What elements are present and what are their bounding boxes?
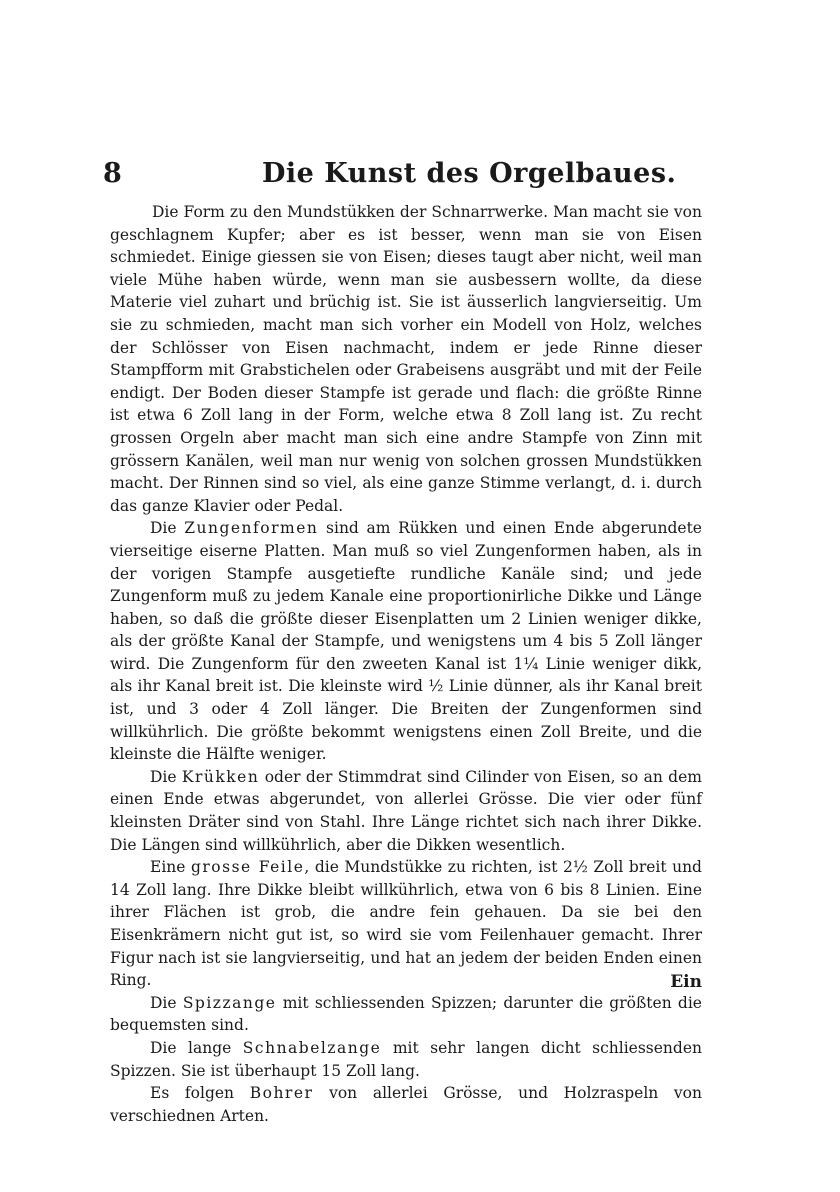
paragraph-text: , die Mundstükke zu richten, ist 2½ Zoll breit und 14 Zoll lang. Ihre Dikke bleibt willkührlich, etwa von 6 bis 8 Linien. Eine ihrer Flächen ist grob, die andre fein gehauen. Da sie bei den Eisenkrämern nicht gut ist, so wird sie vom Feilenhauer gemacht. Ihrer Figur nach ist sie langvierseitig, und hat an jedem der beiden Enden einen Ring. bbox=[110, 858, 702, 990]
paragraph-mundstueck-form bbox=[110, 201, 702, 517]
paragraph-term: Schnabelzange bbox=[242, 1038, 382, 1057]
page-number: 8 bbox=[103, 158, 122, 189]
paragraph-term: grosse Feile bbox=[190, 858, 305, 877]
paragraph-term: Spizzange bbox=[182, 993, 277, 1012]
paragraph-text: Die Form zu den Mundstükken der Schnarrwerke. Man macht sie von geschlagnem Kupfer; aber es ist besser, wenn man sie von Eisen schmiedet. Einige giessen sie von Eisen; dieses taugt aber nicht, weil man viele Mühe haben würde, wenn man sie ausbessern wollte, da diese Materie viel zuhart und brüchig ist. Sie ist äusserlich langvierseitig. Um sie zu schmieden, macht man sich vorher ein Modell von Holz, welches der Schlösser von Eisen nachmacht, indem er jede Rinne dieser Stampfform mit Grabstichelen oder Grabeisens ausgräbt und mit der Feile endigt. Der Boden dieser Stampfe ist gerade und flach: die größte Rinne ist etwa 6 Zoll lang in der Form, welche etwa 8 Zoll lang ist. Zu recht grossen Orgeln aber macht man sich eine andre Stampfe von Zinn mit grössern Kanälen, weil man nur wenig von solchen grossen Mundstükken macht. Der Rinnen sind so viel, als eine ganze Stimme verlangt, d. i. durch das ganze Klavier oder Pedal. bbox=[110, 203, 702, 515]
paragraph-text: sind am Rükken und einen Ende abgerundete vierseitige eiserne Platten. Man muß so viel Zungenformen haben, als in der vorigen Stampfe ausgetiefte rundliche Kanäle sind; und jede Zungenform muß zu jedem Kanale eine proportionirliche Dikke und Länge haben, so daß die größte dieser Eisenplatten um 2 Linien weniger dikke, als der größte Kanal der Stampfe, und wenigstens um 4 bis 5 Zoll länger wird. Die Zungenform für den zweeten Kanal ist 1¼ Linie weniger dikk, als ihr Kanal breit ist. Die kleinste wird ½ Linie dünner, als ihr Kanal breit ist, und 3 oder 4 Zoll länger. Die Breiten der Zungenformen sind willkührlich. Die größte bekommt wenigstens einen Zoll Breite, und die kleinste die Hälfte weniger. bbox=[110, 519, 702, 764]
catchword: Ein bbox=[670, 972, 702, 992]
paragraph-schnabelzange bbox=[110, 1037, 702, 1082]
text-body bbox=[110, 201, 702, 1127]
paragraph-spizzange bbox=[110, 992, 702, 1037]
paragraph-bohrer bbox=[110, 1082, 702, 1127]
paragraph-zungenformen bbox=[110, 517, 702, 766]
paragraph-term: Krükken bbox=[181, 767, 260, 786]
paragraph-lead: Die bbox=[150, 519, 177, 538]
running-title: Die Kunst des Orgelbaues. bbox=[262, 158, 677, 189]
paragraph-lead: Es folgen bbox=[150, 1084, 235, 1103]
paragraph-term: Zungenformen bbox=[184, 519, 319, 538]
paragraph-text: mit schliessenden Spizzen; darunter die größten die bequemsten sind. bbox=[110, 993, 702, 1035]
paragraph-grosse-feile bbox=[110, 856, 702, 992]
paragraph-lead: Die bbox=[150, 993, 177, 1012]
paragraph-term: Bohrer bbox=[249, 1084, 314, 1103]
paragraph-text: von allerlei Grösse, und Holzraspeln von verschiednen Arten. bbox=[110, 1084, 702, 1125]
paragraph-text: mit sehr langen dicht schliessenden Spizzen. Sie ist überhaupt 15 Zoll lang. bbox=[110, 1038, 702, 1080]
paragraph-lead: Eine bbox=[150, 858, 186, 877]
paragraph-lead: Die bbox=[150, 767, 177, 786]
paragraph-lead: Die lange bbox=[150, 1038, 232, 1057]
paragraph-kruekken bbox=[110, 766, 702, 856]
paragraph-text: oder der Stimmdrat sind Cilinder von Eisen, so an dem einen Ende etwas abgerundet, von allerlei Grösse. Die vier oder fünf kleinsten Dräter sind von Stahl. Ihre Länge richtet sich nach ihrer Dikke. Die Längen sind willkührlich, aber die Dikken wesentlich. bbox=[110, 767, 702, 854]
